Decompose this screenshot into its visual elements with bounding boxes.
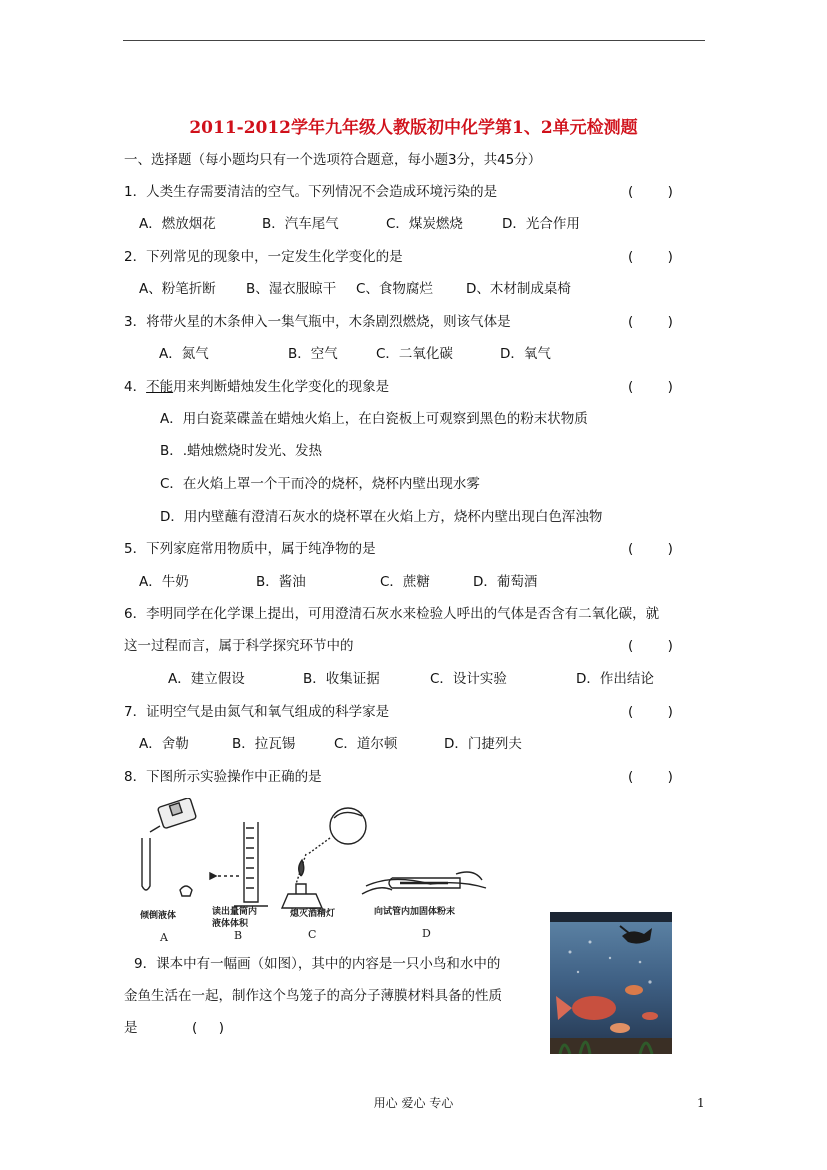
q3-option-c: C．二氧化碳 — [376, 346, 453, 362]
pouring-liquid-illustration — [142, 798, 197, 896]
q1-answer-blank: ( ) — [628, 184, 673, 200]
q4-option-a: A．用白瓷菜碟盖在蜡烛火焰上，在白瓷板上可观察到黑色的粉末状物质 — [160, 411, 588, 427]
page-footer: 用心 爱心 专心 — [373, 1096, 454, 1110]
q8-label-c: C — [308, 928, 317, 941]
q8-experiment-figure — [130, 798, 495, 948]
q8-caption-c: 熄灭酒精灯 — [290, 909, 336, 919]
test-tube-powder-illustration — [362, 872, 486, 894]
q6-option-d: D．作出结论 — [576, 671, 654, 687]
graduated-cylinder-illustration — [210, 822, 268, 906]
q9-stem-line2: 金鱼生活在一起，制作这个鸟笼子的高分子薄膜材料具备的性质 — [124, 988, 502, 1004]
q9-stem-line1: 9．课本中有一幅画（如图），其中的内容是一只小鸟和水中的 — [134, 956, 501, 972]
q2-answer-blank: ( ) — [628, 249, 673, 265]
bird-fish-photo — [550, 912, 672, 1054]
alcohol-lamp-illustration — [282, 808, 366, 908]
q2-option-c: C、食物腐烂 — [356, 281, 433, 297]
q4-number: 4． — [124, 379, 147, 395]
q2-option-b: B、湿衣服晾干 — [246, 281, 337, 297]
page-title: 2011-2012学年九年级人教版初中化学第1、2单元检测题 — [189, 118, 638, 138]
q3-option-d: D．氧气 — [500, 346, 551, 362]
q8-caption-d: 向试管内加固体粉末 — [374, 907, 456, 917]
q7-option-b: B．拉瓦锡 — [232, 736, 296, 752]
q6-option-b: B．收集证据 — [303, 671, 380, 687]
q8-answer-blank: ( ) — [628, 769, 673, 785]
q1-option-b: B．汽车尾气 — [262, 216, 339, 232]
q8-caption-a: 倾倒液体 — [140, 911, 177, 921]
q4-stem — [124, 377, 389, 397]
page-number: 1 — [697, 1096, 705, 1110]
q4-option-c: C．在火焰上罩一个干而冷的烧杯，烧杯内壁出现水雾 — [160, 476, 480, 492]
q7-stem: 7．证明空气是由氮气和氧气组成的科学家是 — [124, 704, 390, 720]
q4-negation: 不能 — [146, 379, 174, 395]
q5-option-d: D．葡萄酒 — [473, 574, 538, 590]
q1-option-a: A．燃放烟花 — [139, 216, 216, 232]
q4-stem-rest: 用来判断蜡烛发生化学变化的现象是 — [173, 379, 390, 395]
section-heading: 一、选择题（每小题均只有一个选项符合题意，每小题3分，共45分） — [124, 152, 542, 168]
q8-caption-b-line1: 读出量筒内 — [212, 907, 258, 917]
q3-answer-blank: ( ) — [628, 314, 673, 330]
q1-stem: 1．人类生存需要清洁的空气。下列情况不会造成环境污染的是 — [124, 184, 498, 200]
q8-caption-b-line2: 液体体积 — [212, 919, 249, 929]
q6-stem-line2: 这一过程而言，属于科学探究环节中的 — [124, 638, 354, 654]
q5-option-b: B．酱油 — [256, 574, 306, 590]
q9-stem-line3: 是 — [124, 1020, 138, 1036]
q8-stem: 8．下图所示实验操作中正确的是 — [124, 769, 322, 785]
q6-answer-blank: ( ) — [628, 638, 673, 654]
q1-option-c: C．煤炭燃烧 — [386, 216, 463, 232]
q8-label-a: A — [160, 931, 168, 944]
q5-answer-blank: ( ) — [628, 541, 673, 557]
q4-option-d: D．用内壁蘸有澄清石灰水的烧杯罩在火焰上方，烧杯内壁出现白色浑浊物 — [160, 509, 603, 525]
q1-option-d: D．光合作用 — [502, 216, 580, 232]
q4-answer-blank: ( ) — [628, 379, 673, 395]
q7-option-a: A．舍勒 — [139, 736, 189, 752]
q7-option-c: C．道尔顿 — [334, 736, 398, 752]
q6-stem-line1: 6．李明同学在化学课上提出，可用澄清石灰水来检验人呼出的气体是否含有二氧化碳，就 — [124, 606, 660, 622]
q7-answer-blank: ( ) — [628, 704, 673, 720]
q3-stem: 3．将带火星的木条伸入一集气瓶中，木条剧烈燃烧，则该气体是 — [124, 314, 511, 330]
q4-option-b: B．.蜡烛燃烧时发光、发热 — [160, 443, 323, 459]
q6-option-a: A．建立假设 — [168, 671, 245, 687]
q8-label-d: D — [422, 927, 431, 940]
q2-stem: 2．下列常见的现象中，一定发生化学变化的是 — [124, 249, 403, 265]
fish-shape — [572, 996, 616, 1020]
q5-option-a: A．牛奶 — [139, 574, 189, 590]
q7-option-d: D．门捷列夫 — [444, 736, 522, 752]
q5-stem: 5．下列家庭常用物质中，属于纯净物的是 — [124, 541, 376, 557]
q6-option-c: C．设计实验 — [430, 671, 507, 687]
q3-option-b: B．空气 — [288, 346, 338, 362]
q2-option-a: A、粉笔折断 — [139, 281, 216, 297]
q9-answer-blank: ( ) — [192, 1020, 224, 1036]
q3-option-a: A．氮气 — [159, 346, 209, 362]
q2-option-d: D、木材制成桌椅 — [466, 281, 571, 297]
q5-option-c: C．蔗糖 — [380, 574, 430, 590]
header-rule — [123, 40, 705, 41]
q8-label-b: B — [234, 929, 243, 942]
